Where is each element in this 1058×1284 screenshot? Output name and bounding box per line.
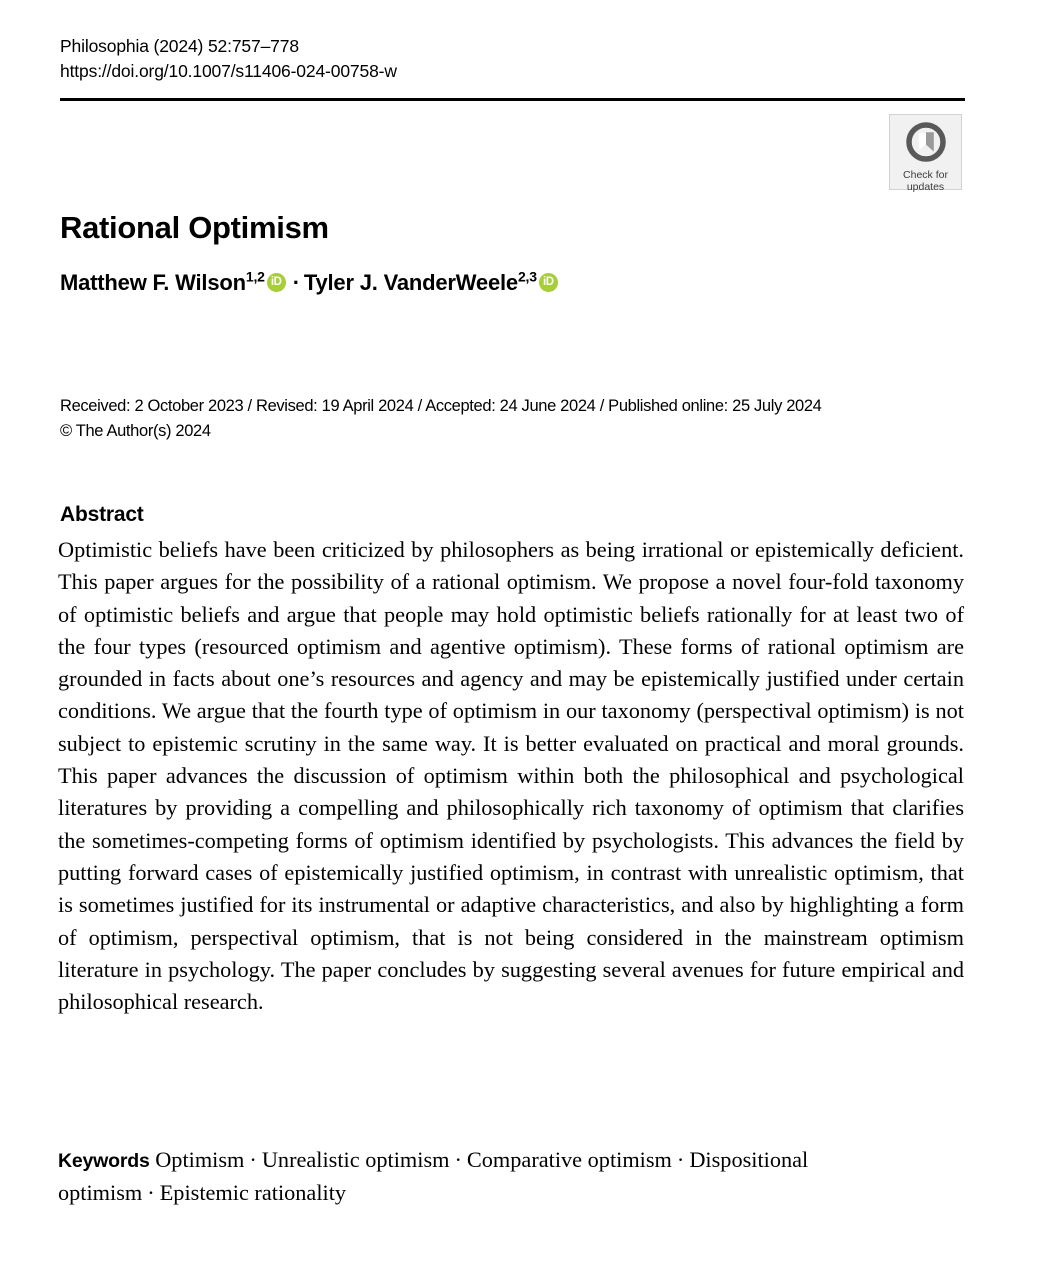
keyword-item: Unrealistic optimism (261, 1147, 450, 1172)
author-name: Matthew F. Wilson (60, 270, 246, 295)
page-title: Rational Optimism (60, 209, 329, 245)
check-for-updates-badge[interactable] (889, 114, 962, 193)
keyword-separator: · (147, 1180, 155, 1206)
header-divider (60, 98, 965, 101)
keywords-section (58, 1144, 964, 1210)
keyword-separator: · (676, 1147, 685, 1172)
publication-history (60, 394, 980, 444)
keyword-item: Comparative optimism (466, 1147, 672, 1172)
keyword-separator: · (249, 1147, 257, 1172)
crossmark-icon (906, 122, 946, 167)
crossmark-label (903, 170, 948, 193)
orcid-icon[interactable] (539, 273, 558, 292)
author-separator: · (292, 270, 300, 295)
crossmark-label-line2: updates (906, 180, 945, 193)
orcid-icon[interactable] (267, 273, 286, 292)
orcid-icon-label: iD (270, 276, 282, 288)
author-affiliation-marker: 2,3 (517, 268, 537, 285)
author-affiliation-marker: 1,2 (245, 268, 265, 285)
author-entry (60, 270, 287, 295)
author-name: Tyler J. VanderWeele (303, 270, 518, 295)
keyword-item: Optimism (155, 1147, 245, 1172)
keyword-item: Epistemic rationality (159, 1180, 347, 1206)
journal-citation: Philosophia (2024) 52:757–778 (60, 36, 299, 56)
keyword-separator: · (454, 1147, 462, 1172)
abstract-text: Optimistic beliefs have been criticized by philosophers as being irrational or epistemically deficient. This paper argues for the possibility of a rational optimism. We propose a novel four-fold taxonomy of optimistic beliefs and argue that people may hold optimistic beliefs rationally for at least two of the four types (resourced optimism and agentive optimism). These forms of rational optimism are grounded in facts about one’s resources and agency and may be epistemically justified under certain conditions. We argue that the fourth type of optimism in our taxonomy (perspectival optimism) is not subject to epistemic scrutiny in the same way. It is better evaluated on practical and moral grounds. This paper advances the discussion of optimism within both the philosophical and psychological literatures by providing a compelling and philosophically rich taxonomy of optimism that clarifies the sometimes-competing forms of optimism identified by psychologists. This advances the field by putting forward cases of epistemically justified optimism, in contrast with unrealistic optimism, that is sometimes justified for its instrumental or adaptive characteristics, and also by highlighting a form of optimism, perspectival optimism, that is not being considered in the mainstream optimism literature in psychology. The paper concludes by suggesting several avenues for future empirical and philosophical research. (58, 537, 964, 1015)
crossmark-label-line1: Check for (903, 169, 948, 181)
keywords-list (58, 1147, 808, 1205)
journal-header (60, 34, 760, 84)
abstract-heading: Abstract (60, 503, 144, 526)
author-list (60, 268, 960, 298)
copyright-line: © The Author(s) 2024 (60, 422, 211, 440)
author-entry (304, 270, 559, 295)
journal-doi-link[interactable]: https://doi.org/10.1007/s11406-024-00758-w (60, 61, 397, 81)
orcid-icon-label: iD (542, 276, 554, 288)
keyword-item: Dispositional optimism (58, 1147, 809, 1206)
keywords-label: Keywords (58, 1150, 150, 1172)
history-dates: Received: 2 October 2023 / Revised: 19 April 2024 / Accepted: 24 June 2024 / Published online: 25 July 2024 (60, 397, 822, 415)
